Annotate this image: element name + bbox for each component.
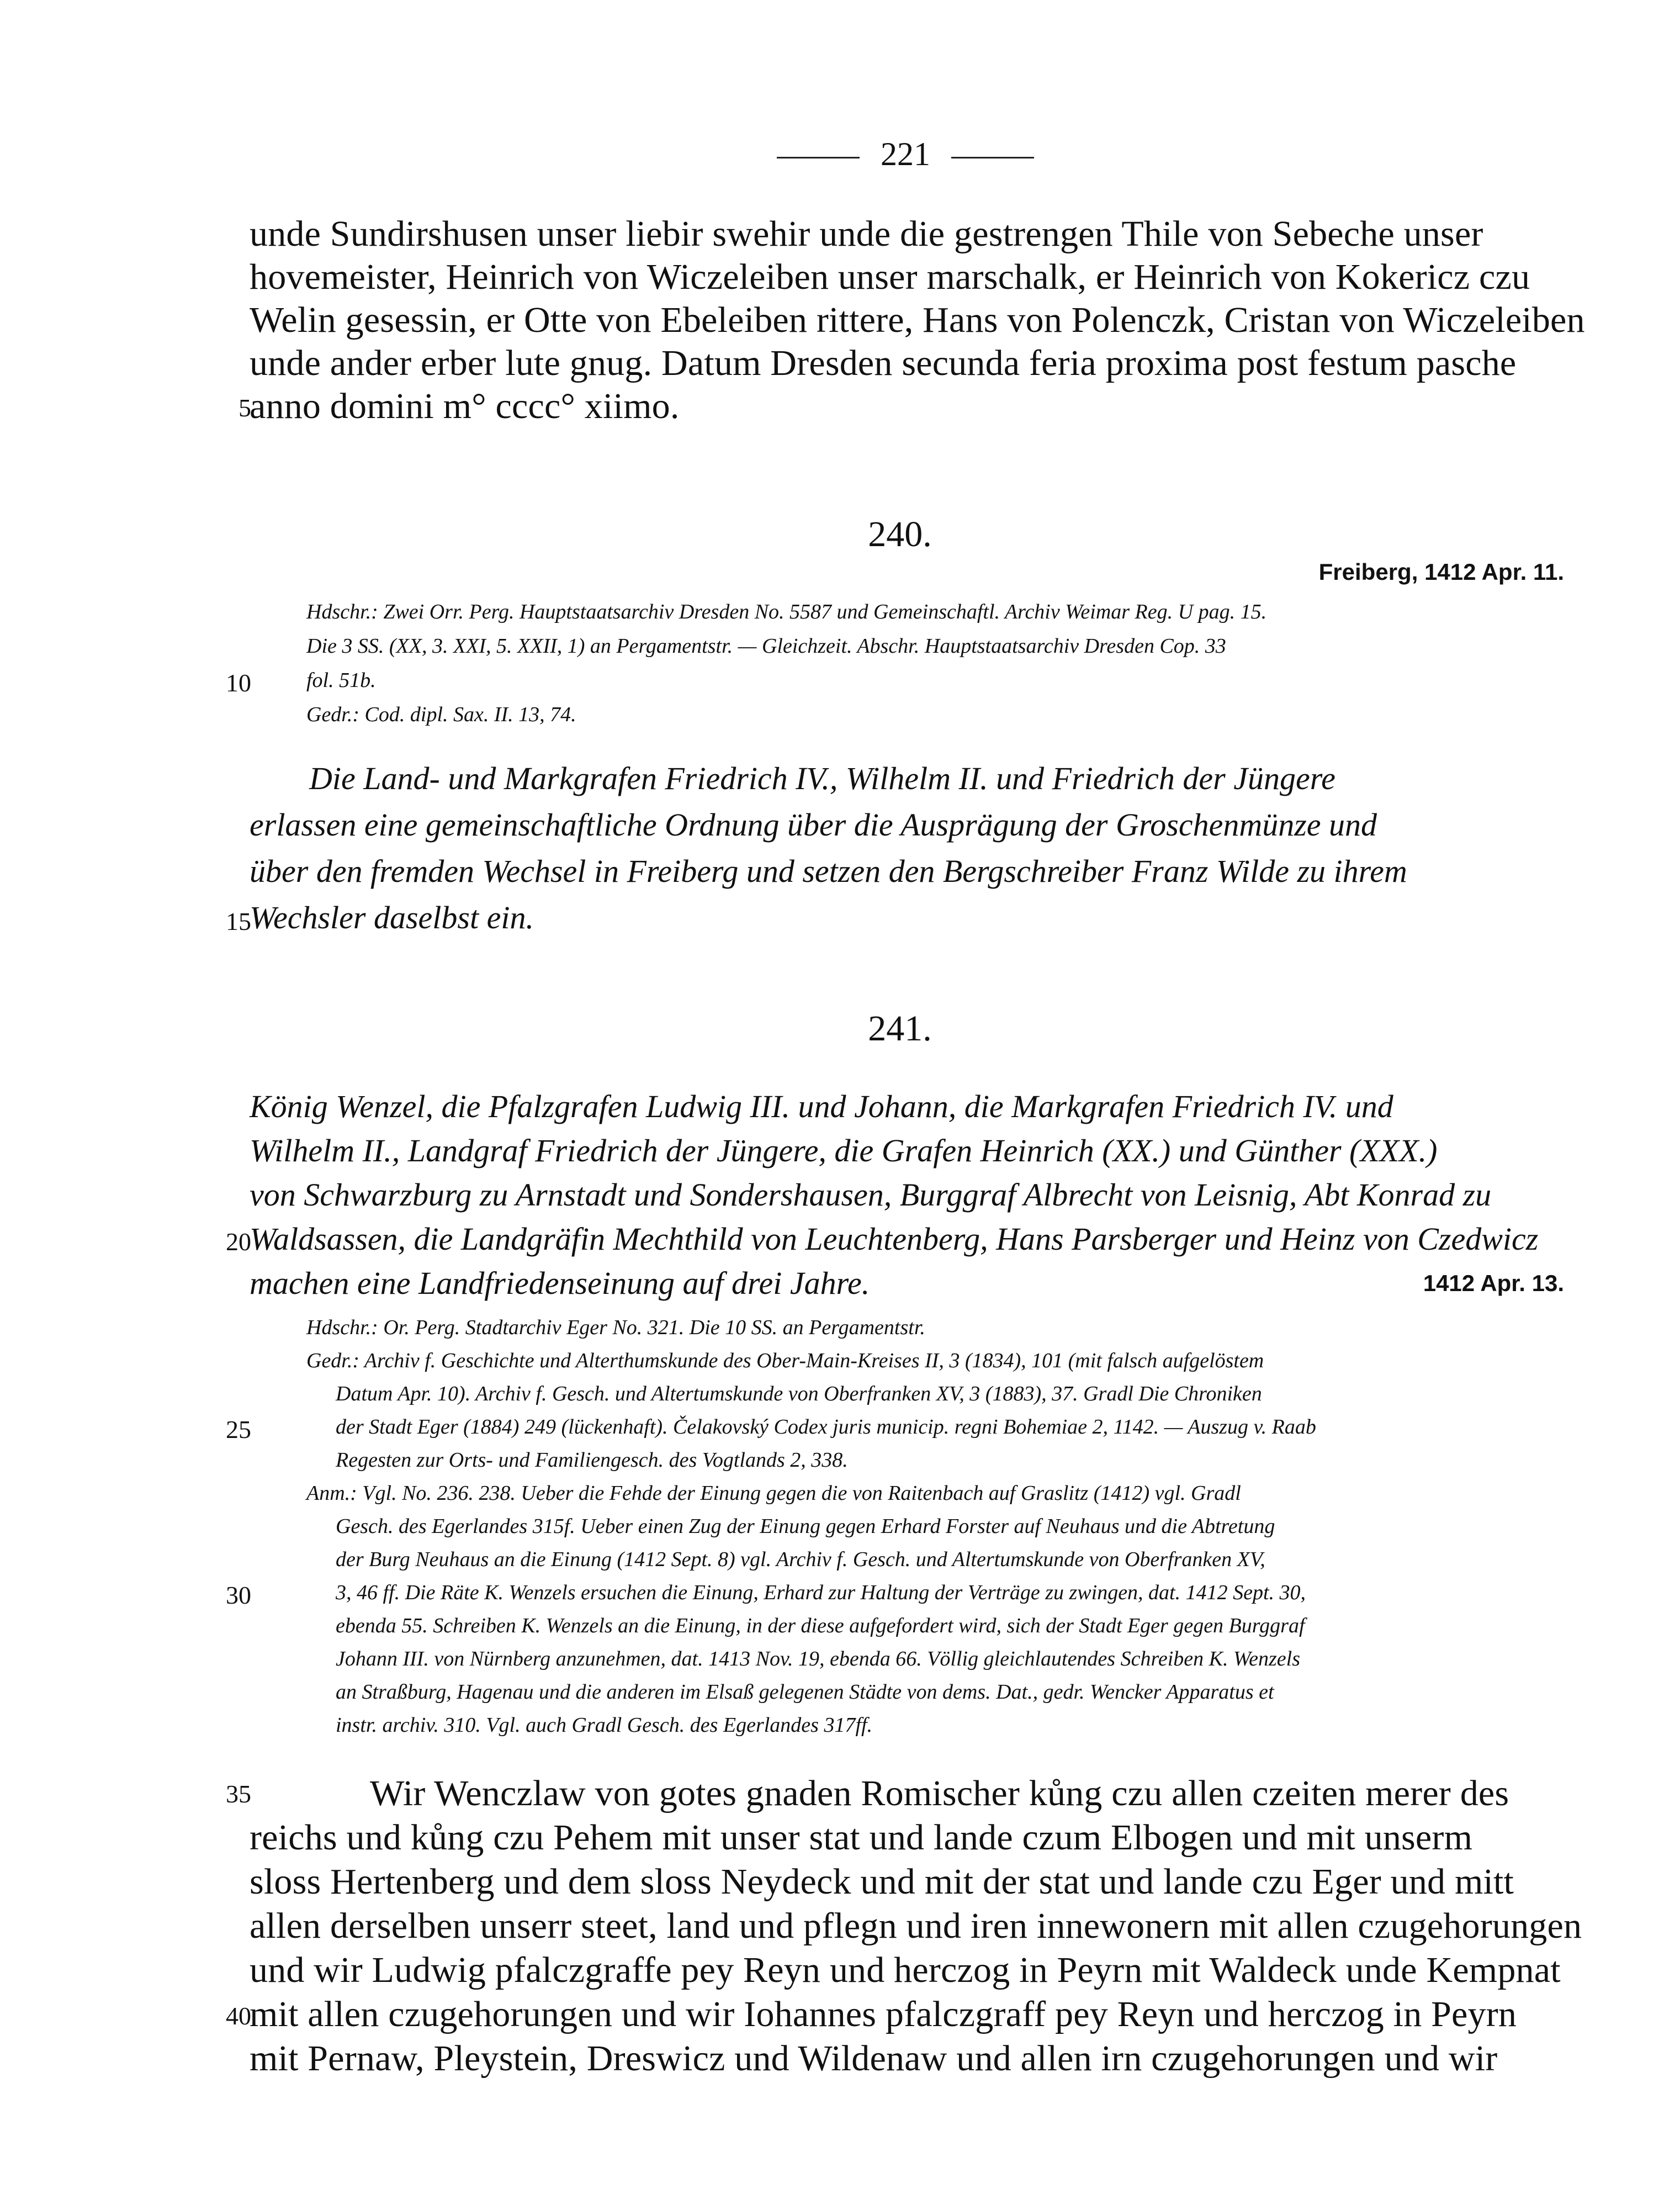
annotation-note: Anm.: Vgl. No. 236. 238. Ueber die Fehde der Einung gegen die von Raitenbach auf Graslitz (1412) vgl. Gradl [306,1482,1241,1505]
header-rule-right [951,157,1034,158]
regest-line: von Schwarzburg zu Arnstadt und Sondershausen, Burggraf Albrecht von Leisnig, Abt Konrad zu [250,1177,1492,1213]
charter-text-line: reichs und kůng czu Pehem mit unser stat und lande czum Elbogen und mit unserm [250,1817,1473,1858]
page-number-header [751,135,1060,173]
regest-line: machen eine Landfriedenseinung auf drei Jahre. [250,1265,870,1301]
source-note: Regesten zur Orts- und Familiengesch. des Vogtlands 2, 338. [336,1448,848,1472]
continuation-line: Welin gesessin, er Otte von Ebeleiben rittere, Hans von Polenczk, Cristan von Wiczeleiben [250,300,1585,340]
source-note: Hdschr.: Zwei Orr. Perg. Hauptstaatsarchiv Dresden No. 5587 und Gemeinschaftl. Archiv Weimar Reg. U pag. 15. [306,600,1267,623]
charter-text-line: mit allen czugehorungen und wir Iohannes pfalczgraff pey Reyn und herczog in Peyrn [250,1994,1517,2034]
source-note: Datum Apr. 10). Archiv f. Gesch. und Altertumskunde von Oberfranken XV, 3 (1883), 37. Gradl Die Chroniken [336,1382,1262,1405]
document-date: 1412 Apr. 13. [1423,1270,1564,1296]
document-number: 240. [868,514,932,554]
document-number: 241. [868,1008,932,1049]
regest-line: Die Land- und Markgrafen Friedrich IV., Wilhelm II. und Friedrich der Jüngere [309,760,1335,796]
source-note: Gedr.: Cod. dipl. Sax. II. 13, 74. [306,703,576,726]
continuation-line: unde Sundirshusen unser liebir swehir unde die gestrengen Thile von Sebeche unser [250,214,1483,254]
charter-text-line: und wir Ludwig pfalczgraffe pey Reyn und herczog in Peyrn mit Waldeck unde Kempnat [250,1950,1561,1990]
source-note: Die 3 SS. (XX, 3. XXI, 5. XXII, 1) an Pergamentstr. — Gleichzeit. Abschr. Hauptstaatsarchiv Dresden Cop. 33 [306,635,1226,658]
charter-text-line: Wir Wenczlaw von gotes gnaden Romischer kůng czu allen czeiten merer des [370,1773,1509,1813]
source-note: der Stadt Eger (1884) 249 (lückenhaft). Čelakovský Codex juris municip. regni Bohemiae 2, 1142. — Auszug v. Raab [336,1415,1316,1439]
annotation-note: an Straßburg, Hagenau und die anderen im Elsaß gelegenen Städte von dems. Dat., gedr. Wencker Apparatus et [336,1680,1274,1704]
line-number: 25 [226,1415,251,1444]
charter-text-line: mit Pernaw, Pleystein, Dreswicz und Wildenaw und allen irn czugehorungen und wir [250,2038,1498,2079]
regest-line: erlassen eine gemeinschaftliche Ordnung über die Ausprägung der Groschenmünze und [250,807,1377,843]
annotation-note: Gesch. des Egerlandes 315f. Ueber einen Zug der Einung gegen Erhard Forster auf Neuhaus und die Abtretung [336,1515,1275,1538]
page-number: 221 [881,136,930,172]
continuation-line: unde ander erber lute gnug. Datum Dresden secunda feria proxima post festum pasche [250,343,1517,383]
header-rule-left [777,157,860,158]
charter-text-line: sloss Hertenberg und dem sloss Neydeck und mit der stat und lande czu Eger und mitt [250,1862,1514,1902]
line-number: 20 [226,1228,251,1256]
annotation-note: ebenda 55. Schreiben K. Wenzels an die Einung, in der diese aufgefordert wird, sich der Stadt Eger gegen Burggraf [336,1614,1305,1637]
annotation-note: der Burg Neuhaus an die Einung (1412 Sept. 8) vgl. Archiv f. Gesch. und Altertumskunde von Oberfranken XV, [336,1548,1265,1571]
annotation-note: instr. archiv. 310. Vgl. auch Gradl Gesch. des Egerlandes 317ff. [336,1714,873,1737]
line-number: 40 [226,2002,251,2030]
annotation-note: 3, 46 ff. Die Räte K. Wenzels ersuchen die Einung, Erhard zur Haltung der Verträge zu zwingen, dat. 1412 Sept. 30, [336,1581,1306,1604]
source-note: Gedr.: Archiv f. Geschichte und Alterthumskunde des Ober-Main-Kreises II, 3 (1834), 101 (mit falsch aufgelöstem [306,1349,1264,1372]
line-number: 30 [226,1581,251,1609]
regest-line: Wilhelm II., Landgraf Friedrich der Jüngere, die Grafen Heinrich (XX.) und Günther (XXX.) [250,1133,1438,1168]
regest-line: Waldsassen, die Landgräfin Mechthild von Leuchtenberg, Hans Parsberger und Heinz von Czedwicz [250,1221,1539,1257]
line-number: 10 [226,669,251,697]
place-date: Freiberg, 1412 Apr. 11. [1318,559,1564,585]
charter-text-line: allen derselben unserr steet, land und pflegn und iren innewonern mit allen czugehorungen [250,1906,1582,1946]
source-note: fol. 51b. [306,669,376,692]
continuation-line: hovemeister, Heinrich von Wiczeleiben unser marschalk, er Heinrich von Kokericz czu [250,257,1530,297]
line-number: 35 [226,1780,251,1808]
annotation-note: Johann III. von Nürnberg anzunehmen, dat. 1413 Nov. 19, ebenda 66. Völlig gleichlautendes Schreiben K. Wenzels [336,1647,1300,1670]
regest-line: Wechsler daselbst ein. [250,900,534,935]
regest-line: über den fremden Wechsel in Freiberg und setzen den Bergschreiber Franz Wilde zu ihrem [250,853,1407,889]
regest-line: König Wenzel, die Pfalzgrafen Ludwig III. und Johann, die Markgrafen Friedrich IV. und [250,1088,1393,1124]
line-number: 5 [239,394,251,422]
line-number: 15 [226,907,251,935]
continuation-line: anno domini m° cccc° xiimo. [250,386,680,426]
source-note: Hdschr.: Or. Perg. Stadtarchiv Eger No. 321. Die 10 SS. an Pergamentstr. [306,1316,925,1339]
